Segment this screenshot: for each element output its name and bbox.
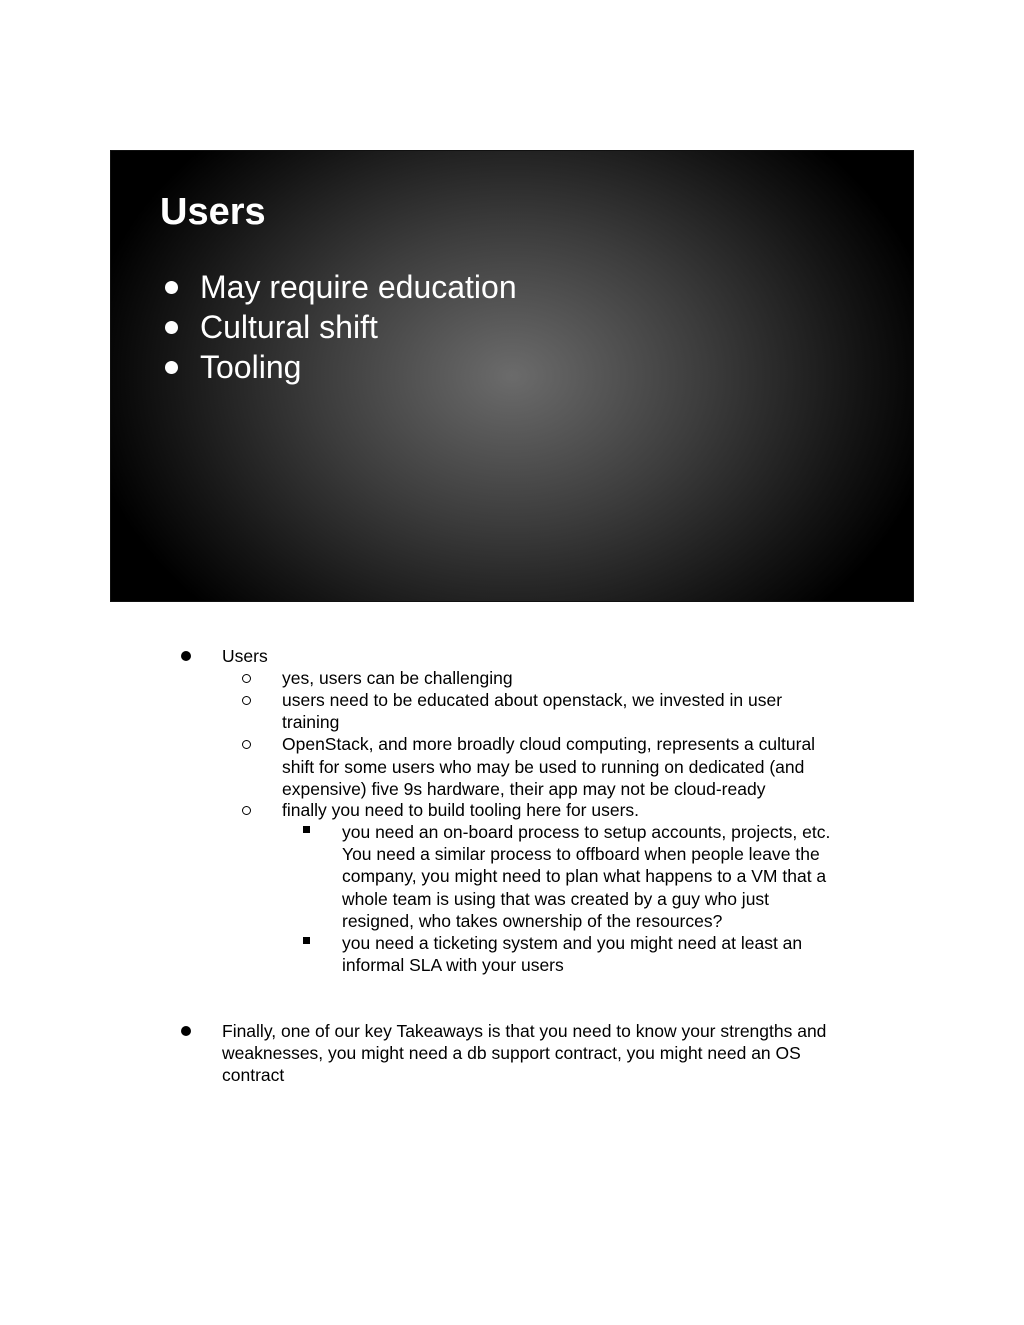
bullet-square-icon: [303, 826, 310, 833]
slide-bullet-list: [165, 267, 517, 387]
slide-title: Users: [160, 191, 266, 233]
bullet-circle-icon: [242, 696, 251, 705]
note-item-line: weaknesses, you might need a db support contract, you might need an OS: [222, 1043, 801, 1063]
note-item-line: contract: [222, 1065, 285, 1085]
bullet-dot-icon: [181, 651, 191, 661]
bullet-circle-icon: [242, 674, 251, 683]
bullet-circle-icon: [242, 806, 251, 815]
note-subitem-line: users need to be educated about openstack, we invested in user: [282, 690, 783, 710]
slide-image: [110, 150, 914, 602]
note-item-line: Finally, one of our key Takeaways is that you need to know your strengths and: [222, 1021, 827, 1041]
note-subsubitem-line: you need an on-board process to setup accounts, projects, etc.: [342, 822, 831, 842]
bullet-dot-icon: [165, 281, 178, 294]
slide-bullet: Tooling: [165, 347, 517, 387]
bullet-square-icon: [303, 937, 310, 944]
bullet-dot-icon: [181, 1026, 191, 1036]
note-subitem-line: OpenStack, and more broadly cloud computing, represents a cultural: [282, 734, 816, 754]
slide-bullet: May require education: [165, 267, 517, 307]
note-subitem-line: training: [282, 712, 340, 732]
note-item: Users: [222, 646, 268, 666]
bullet-dot-icon: [165, 361, 178, 374]
note-subitem: yes, users can be challenging: [282, 668, 513, 688]
note-subsubitem-line: whole team is using that was created by a guy who just: [342, 889, 770, 909]
note-subsubitem-line: informal SLA with your users: [342, 955, 564, 975]
bullet-dot-icon: [165, 321, 178, 334]
note-subsubitem-line: you need a ticketing system and you might need at least an: [342, 933, 803, 953]
note-subitem-line: shift for some users who may be used to running on dedicated (and: [282, 757, 805, 777]
slide-bullet: Cultural shift: [165, 307, 517, 347]
note-subsubitem-line: company, you might need to plan what happens to a VM that a: [342, 866, 827, 886]
note-subsubitem-line: resigned, who takes ownership of the resources?: [342, 911, 723, 931]
note-subitem-line: expensive) five 9s hardware, their app may not be cloud-ready: [282, 779, 766, 799]
note-subsubitem-line: You need a similar process to offboard when people leave the: [342, 844, 820, 864]
note-subitem: finally you need to build tooling here for users.: [282, 800, 640, 820]
bullet-circle-icon: [242, 740, 251, 749]
